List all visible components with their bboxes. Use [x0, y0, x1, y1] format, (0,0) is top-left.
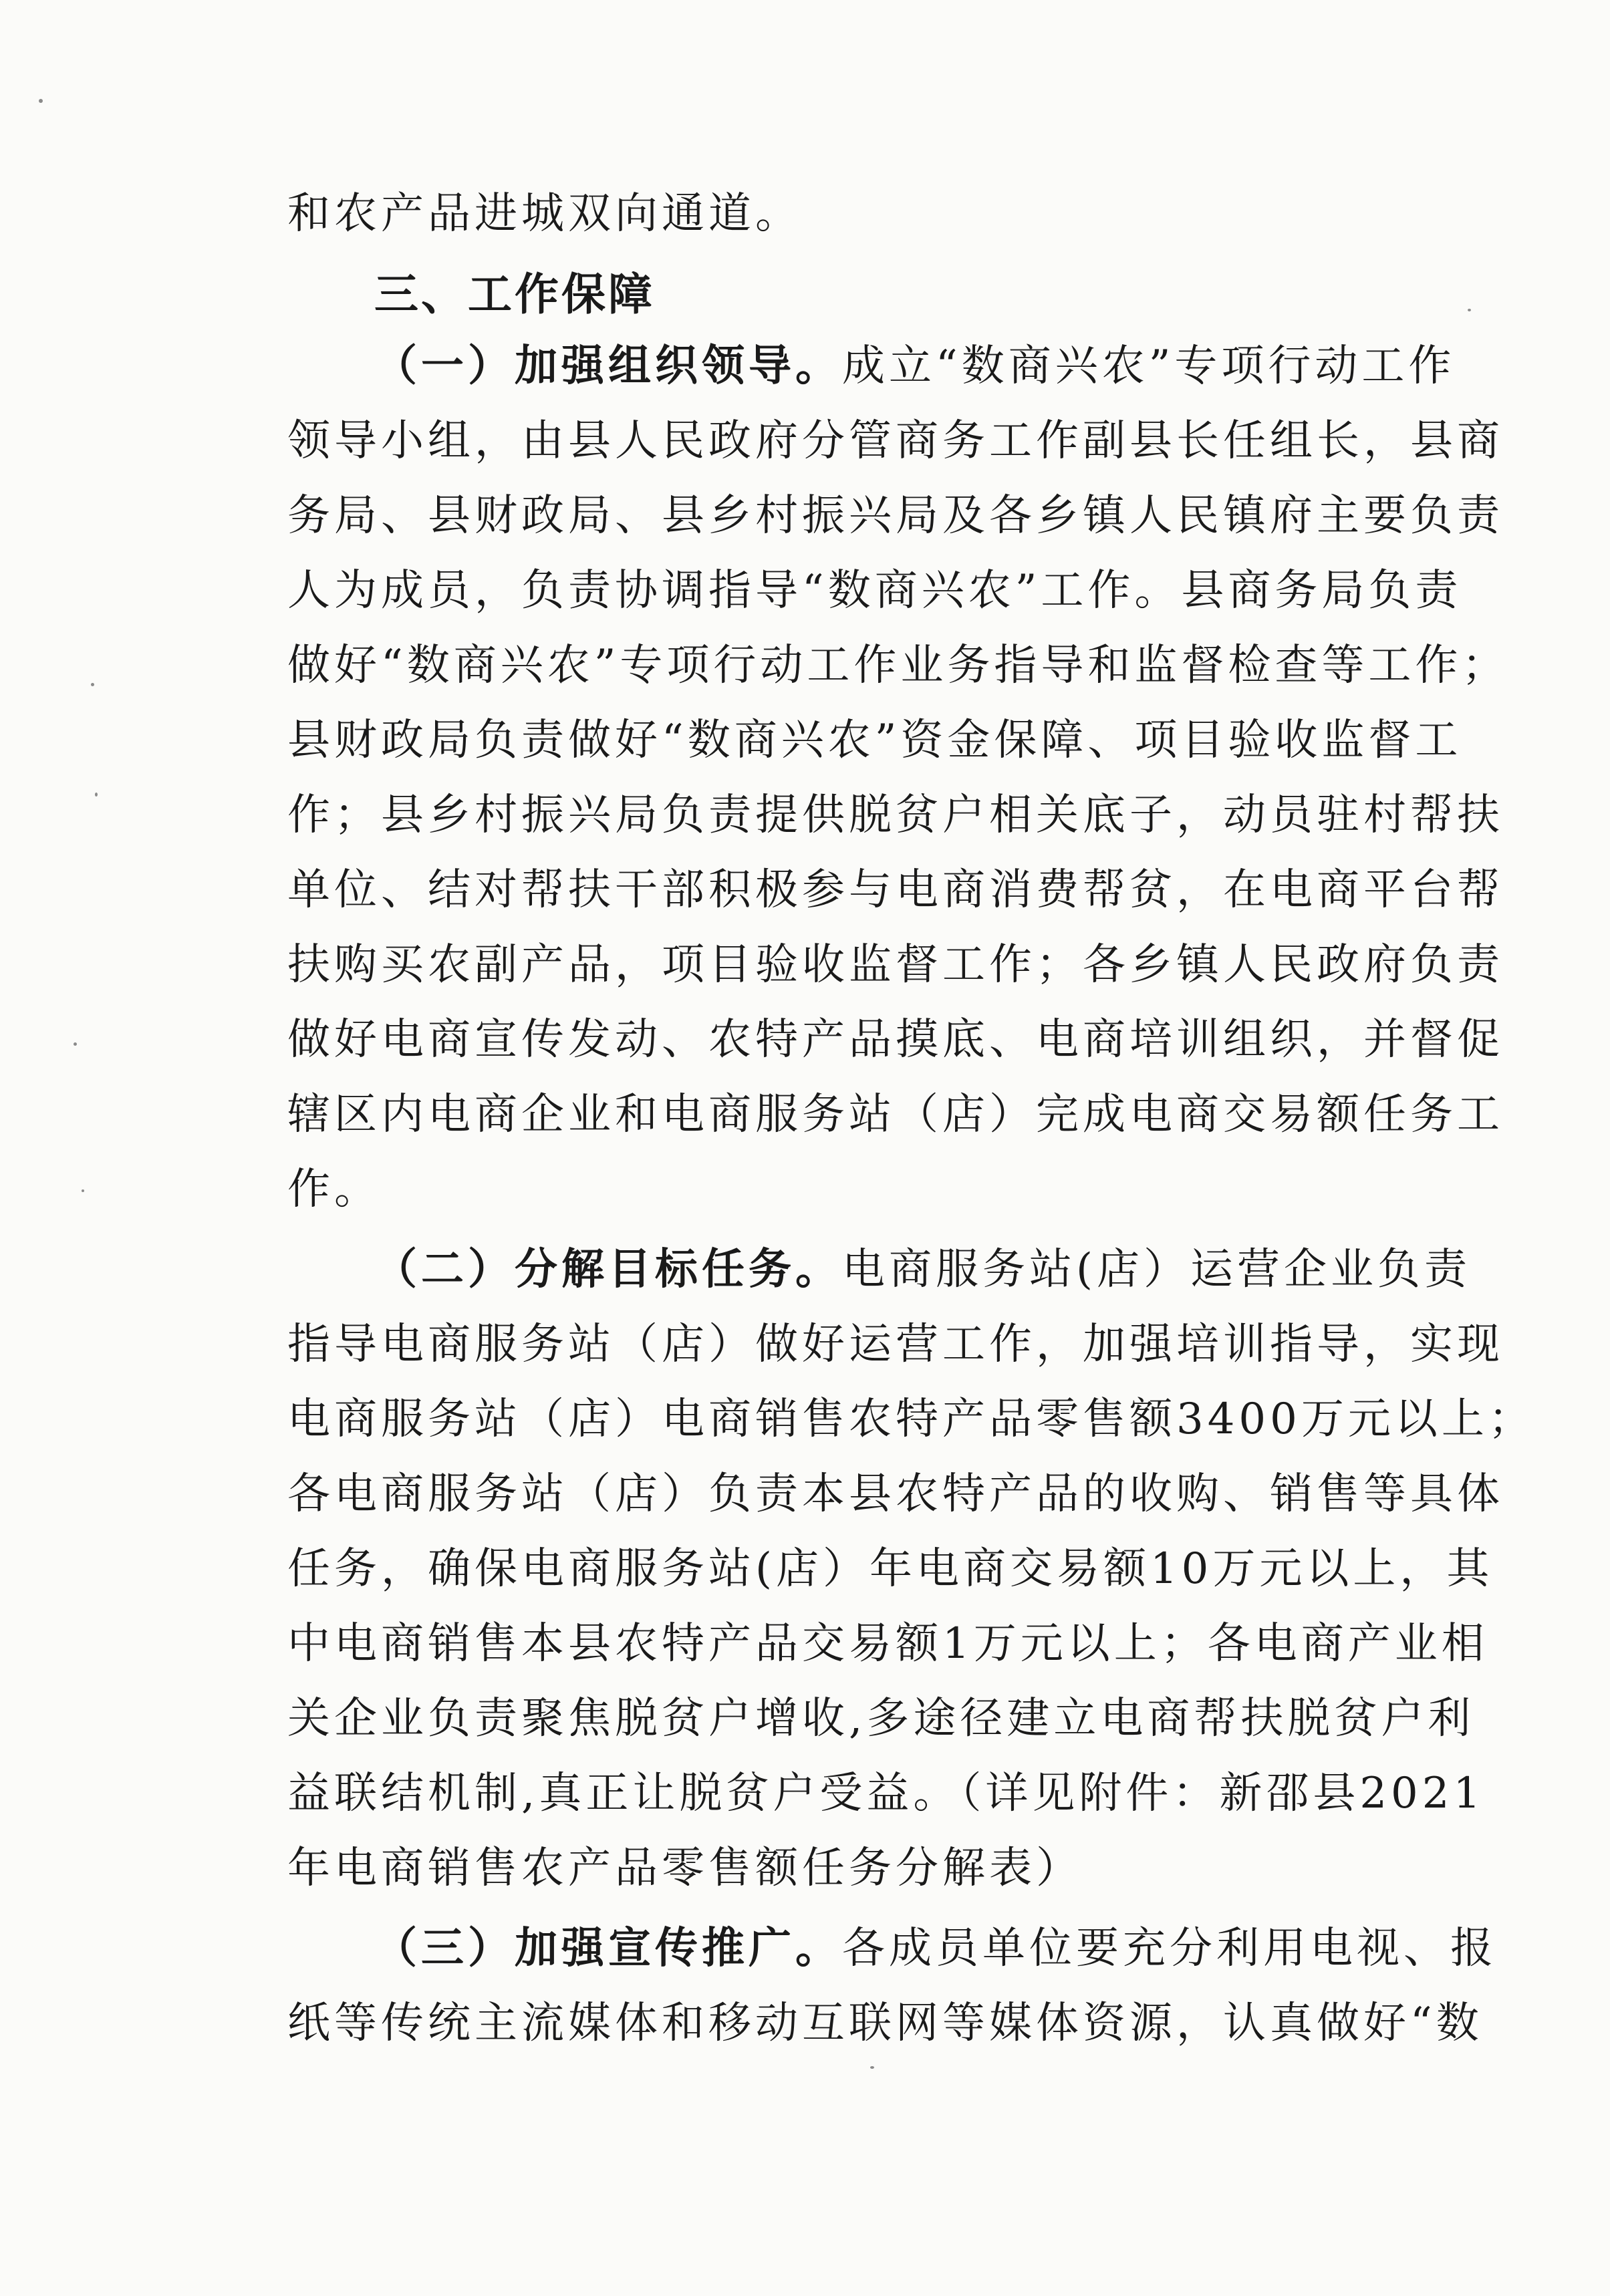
- paragraph-2-heading: （二）分解目标任务。: [374, 1244, 842, 1294]
- paragraph-2-line: 年电商销售农产品零售额任务分解表）: [287, 1844, 1083, 1893]
- scan-speck: [82, 1189, 84, 1192]
- paragraph-1-line: 人为成员，负责协调指导“数商兴农”工作。县商务局负责: [287, 566, 1462, 615]
- paragraph-1-line: 作。: [287, 1165, 381, 1214]
- scan-speck: [39, 99, 43, 103]
- scan-speck: [91, 683, 94, 686]
- paragraph-1-line: 扶购买农副产品，项目验收监督工作；各乡镇人民政府负责: [287, 940, 1504, 990]
- paragraph-3-first-line: [374, 1916, 1497, 1981]
- paragraph-2-line: 中电商销售本县农特产品交易额1万元以上；各电商产业相: [287, 1619, 1488, 1669]
- scan-speck: [95, 793, 98, 797]
- paragraph-1-line: 县财政局负责做好“数商兴农”资金保障、项目验收监督工: [287, 716, 1462, 765]
- paragraph-1-line: 辖区内电商企业和电商服务站（店）完成电商交易额任务工: [287, 1090, 1504, 1139]
- paragraph-1-line: 作；县乡村振兴局负责提供脱贫户相关底子，动员驻村帮扶: [287, 791, 1504, 840]
- paragraph-1-heading: （一）加强组织领导。: [374, 341, 842, 391]
- paragraph-1-line: 做好“数商兴农”专项行动工作业务指导和监督检查等工作；: [287, 641, 1509, 690]
- continuation-line: 和农产品进城双向通道。: [287, 189, 802, 239]
- paragraph-1-first-line: [374, 334, 1456, 398]
- paragraph-2-first-text: 电商服务站(店）运营企业负责: [842, 1245, 1471, 1294]
- paragraph-3-first-text: 各成员单位要充分利用电视、报: [842, 1924, 1497, 1973]
- paragraph-2-line: 关企业负责聚焦脱贫户增收,多途径建立电商帮扶脱贫户利: [287, 1694, 1475, 1743]
- paragraph-2-first-line: [374, 1238, 1471, 1302]
- paragraph-1-line: 领导小组，由县人民政府分管商务工作副县长任组长，县商: [287, 416, 1504, 466]
- paragraph-1-first-text: 成立“数商兴农”专项行动工作: [842, 341, 1456, 391]
- paragraph-2-line: 益联结机制,真正让脱贫户受益。（详见附件：新邵县2021: [287, 1769, 1485, 1818]
- paragraph-2-line: 任务，确保电商服务站(店）年电商交易额10万元以上，其: [287, 1544, 1494, 1594]
- paragraph-2-line: 各电商服务站（店）负责本县农特产品的收购、销售等具体: [287, 1469, 1504, 1519]
- paragraph-3-line: 纸等传统主流媒体和移动互联网等媒体资源，认真做好“数: [287, 1999, 1483, 2048]
- paragraph-2-line: 电商服务站（店）电商销售农特产品零售额3400万元以上；: [287, 1395, 1535, 1444]
- paragraph-2-line: 指导电商服务站（店）做好运营工作，加强培训指导，实现: [287, 1320, 1504, 1369]
- section-heading: 三、工作保障: [374, 268, 655, 320]
- paragraph-1-line: 务局、县财政局、县乡村振兴局及各乡镇人民镇府主要负责: [287, 491, 1504, 541]
- scan-speck: [74, 1042, 77, 1046]
- scan-speck: [870, 2066, 874, 2069]
- paragraph-1-line: 做好电商宣传发动、农特产品摸底、电商培训组织，并督促: [287, 1015, 1504, 1064]
- paragraph-1-line: 单位、结对帮扶干部积极参与电商消费帮贫，在电商平台帮: [287, 865, 1504, 915]
- paragraph-3-heading: （三）加强宣传推广。: [374, 1923, 842, 1973]
- scan-speck: [1468, 309, 1471, 311]
